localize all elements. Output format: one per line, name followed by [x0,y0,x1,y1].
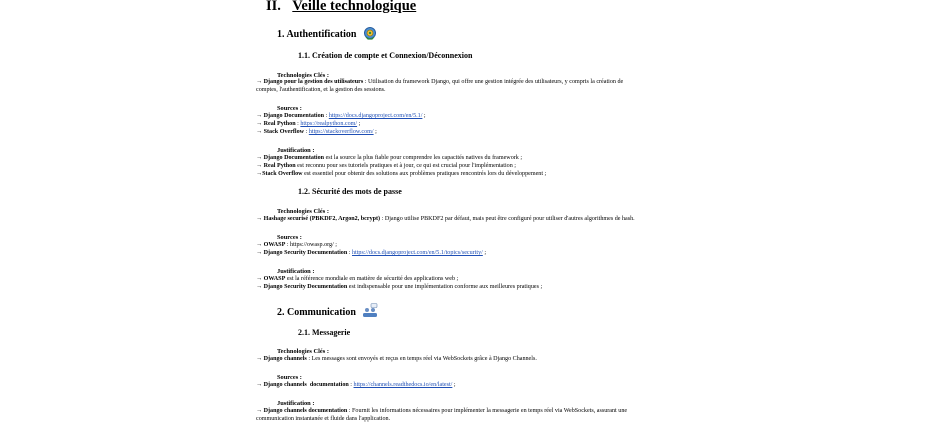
sub12-sources-label: Sources : [277,234,302,241]
line-end: ; [357,121,361,127]
line-end: ; [333,242,337,248]
sub21-tech-label: Technologies Clés : [277,348,329,355]
arrow-glyph: → [256,216,263,222]
sec2-title: 2. Communication [277,307,356,318]
just-term: Stack Overflow [262,171,303,177]
arrow-glyph: → [256,129,263,135]
arrow-glyph: → [256,276,263,282]
sub11-source-3 [256,129,377,135]
sub11-just-label: Justification : [277,147,315,154]
sub11-just-3 [256,171,546,177]
sub12-title: 1.2. Sécurité des mots de passe [298,187,402,196]
line-end: ; [373,129,377,135]
sub11-source-1 [256,113,426,119]
source-name: Django channels documentation [263,382,349,388]
just-desc: est la source la plus fiable pour comprendre les capacités natives du framework ; [324,155,523,161]
just-desc-cont: communication instantanée et fluide dans l'application. [256,416,391,422]
sec1-heading [277,26,377,43]
arrow-glyph: → [256,356,263,362]
tech-term: Django channels [263,356,307,362]
sub21-just-label: Justification : [277,400,315,407]
sub11-sources-label: Sources : [277,105,302,112]
separator: : [295,121,301,127]
section-number: II. [266,0,281,14]
just-desc: est la référence mondiale en matière de sécurité des applications web ; [285,276,459,282]
sub11-title: 1.1. Création de compte et Connexion/Déconnexion [298,51,473,60]
source-link[interactable]: https://realpython.com/ [300,121,358,127]
sub21-just-2 [256,416,390,422]
arrow-glyph: → [256,163,263,169]
source-link[interactable]: https://docs.djangoproject.com/en/5.1/ [328,113,423,119]
tech-desc: : Django utilise PBKDF2 par défaut, mais peut être configuré pour utiliser d'autres algorithmes de hash. [380,216,635,222]
arrow-glyph: → [256,155,263,161]
source-name: Django Security Documentation [263,250,348,256]
just-term: Django Documentation [263,155,325,161]
just-desc: est reconnu pour ses tutoriels pratiques et à jour, ce qui est crucial pour l'implémentation ; [295,163,516,169]
separator: : [348,382,354,388]
arrow-glyph: → [256,121,263,127]
separator: : [285,242,291,248]
sub11-tech-line-1 [256,79,623,85]
sub21-tech-line-1 [256,356,537,362]
sub11-tech-line-2 [256,87,386,93]
source-link[interactable]: https://channels.readthedocs.io/en/latest/ [353,382,453,388]
just-term: Django channels documentation [263,408,348,414]
just-desc: est indispensable pour une implémentation conforme aux meilleures pratiques ; [347,284,543,290]
source-name: Django Documentation [263,113,325,119]
sub12-source-2 [256,250,486,256]
just-term: Real Python [263,163,296,169]
just-desc: : Fournit les informations nécessaires pour implémenter la messagerie en temps réel via WebSockets, assurant une [347,408,628,414]
sub21-source-1 [256,382,456,388]
section-heading [266,0,416,15]
source-link[interactable]: https://docs.djangoproject.com/en/5.1/topics/security/ [352,250,483,256]
source-name: OWASP [263,242,286,248]
arrow-glyph: → [256,171,263,177]
tech-desc: : Les messages sont envoyés et reçus en temps réel via WebSockets grâce à Django Channels. [306,356,537,362]
sub12-just-label: Justification : [277,268,315,275]
people-chat-icon [362,303,378,321]
just-desc: est essentiel pour obtenir des solutions aux problèmes pratiques rencontrés lors du développement ; [302,171,547,177]
sub11-just-2 [256,163,516,169]
section-title: Veille technologique [292,0,417,14]
sub12-tech-line-1 [256,216,635,222]
sub21-title: 2.1. Messagerie [298,328,351,337]
arrow-glyph: → [256,382,263,388]
arrow-glyph: → [256,250,263,256]
tech-desc-cont: comptes, l'authentification, et la gestion des sessions. [256,87,386,93]
sub11-source-2 [256,121,360,127]
sub11-tech-label: Technologies Clés : [277,72,329,79]
sub12-just-2 [256,284,542,290]
source-url: https://owasp.org/ [290,242,334,248]
tech-term: Hashage securisé (PBKDF2, Argon2, bcrypt) [263,216,381,222]
sub12-tech-label: Technologies Clés : [277,208,329,215]
just-term: OWASP [263,276,286,282]
arrow-glyph: → [256,408,263,414]
arrow-glyph: → [256,79,263,85]
source-name: Stack Overflow [263,129,305,135]
line-end: ; [482,250,487,256]
just-term: Django Security Documentation [263,284,348,290]
sub11-just-1 [256,155,522,161]
separator: : [347,250,352,256]
arrow-glyph: → [256,242,263,248]
sub21-just-1 [256,408,627,414]
shield-gear-icon [363,26,377,43]
tech-term: Django pour la gestion des utilisateurs [263,79,364,85]
source-link[interactable]: https://stackoverflow.com/ [308,129,374,135]
sec1-title: 1. Authentification [277,29,357,40]
sub21-sources-label: Sources : [277,374,302,381]
sub12-just-1 [256,276,458,282]
line-end: ; [422,113,426,119]
sec2-heading [277,303,378,321]
line-end: ; [452,382,456,388]
sub12-source-1 [256,242,337,248]
tech-desc: : Utilisation du framework Django, qui offre une gestion intégrée des utilisateurs, y compris la création de [363,79,624,85]
separator: : [324,113,329,119]
separator: : [304,129,309,135]
source-name: Real Python [263,121,296,127]
arrow-glyph: → [256,284,263,290]
arrow-glyph: → [256,113,263,119]
